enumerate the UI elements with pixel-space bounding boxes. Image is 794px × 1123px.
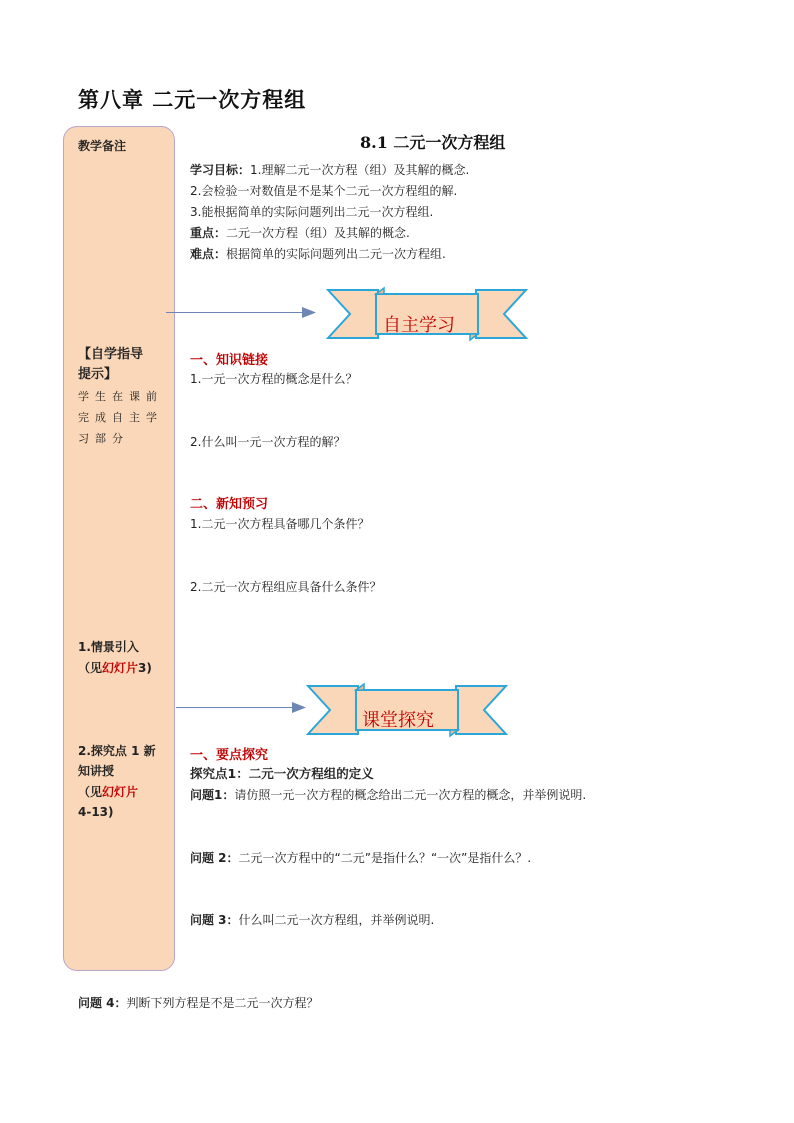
step2-line4: 4-13) <box>78 805 114 819</box>
knowledge-link-heading: 一、知识链接 <box>190 353 269 368</box>
step2-line3-prefix: （见 <box>78 785 103 799</box>
objective-line1 <box>190 160 469 180</box>
objective-3: 3.能根据简单的实际问题列出二元一次方程组. <box>190 205 434 219</box>
key-point-text: 二元一次方程（组）及其解的概念. <box>226 226 410 240</box>
step1-line1: 1.情景引入 <box>78 640 139 654</box>
question-2-text: 二元一次方程中的“二元”是指什么？“一次”是指什么？. <box>238 851 532 865</box>
inquiry-point-1-heading: 探究点1：二元一次方程组的定义 <box>190 766 374 781</box>
step2-line1: 2.探究点 1 新 <box>78 744 156 758</box>
banner-class-inquiry-text: 课堂探究 <box>362 710 434 731</box>
teaching-notes-sidebar <box>63 126 175 971</box>
difficulty-point <box>190 244 446 264</box>
question-2 <box>190 848 531 868</box>
preview-heading: 二、新知预习 <box>190 497 269 512</box>
guide-body-line3: 习部分 <box>78 432 129 445</box>
question-3-label: 问题 3： <box>190 913 239 927</box>
preview-question-1: 1.二元一次方程具备哪几个条件？ <box>190 517 370 531</box>
key-point <box>190 223 410 243</box>
difficulty-label: 难点： <box>190 247 227 261</box>
step2-line3 <box>78 782 138 802</box>
guide-body-line1: 学生在课前 <box>78 390 163 403</box>
arrow-line-1 <box>166 312 306 313</box>
step1-line2-suffix: 3) <box>138 661 152 675</box>
question-1-text: 请仿照一元一次方程的概念给出二元一次方程的概念，并举例说明. <box>234 788 587 802</box>
guide-title-line1: 【自学指导 <box>78 347 144 362</box>
objective-1: 1.理解二元一次方程（组）及其解的概念. <box>250 163 470 177</box>
chapter-title: 第八章 二元一次方程组 <box>78 87 307 112</box>
question-1 <box>190 785 586 805</box>
step2-line2: 知讲授 <box>78 764 115 778</box>
key-inquiry-heading: 一、要点探究 <box>190 748 269 763</box>
question-4-text: 判断下列方程是不是二元一次方程？ <box>126 996 319 1010</box>
question-4-label: 问题 4： <box>78 996 127 1010</box>
section-title: 8.1 二元一次方程组 <box>360 133 506 152</box>
guide-title-line2: 提示】 <box>78 367 118 382</box>
question-3 <box>190 910 434 930</box>
objectives-label: 学习目标： <box>190 163 251 177</box>
banner-self-study-text: 自主学习 <box>383 315 455 336</box>
knowledge-question-2: 2.什么叫一元一次方程的解？ <box>190 435 346 449</box>
knowledge-question-1: 1.一元一次方程的概念是什么？ <box>190 372 358 386</box>
step1-slides-text: 幻灯片 <box>102 661 139 675</box>
arrow-line-2 <box>176 707 296 708</box>
guide-body-line2: 完成自主学 <box>78 411 163 424</box>
teaching-notes-label: 教学备注 <box>78 139 127 153</box>
difficulty-text: 根据简单的实际问题列出二元一次方程组. <box>226 247 446 261</box>
arrow-head-1-icon <box>302 307 316 318</box>
step1-line2-prefix: （见 <box>78 661 103 675</box>
question-3-text: 什么叫二元一次方程组，并举例说明. <box>238 913 435 927</box>
step2-slides-text: 幻灯片 <box>102 785 139 799</box>
key-point-label: 重点： <box>190 226 227 240</box>
question-1-label: 问题1： <box>190 788 235 802</box>
question-2-label: 问题 2： <box>190 851 239 865</box>
arrow-head-2-icon <box>292 702 306 713</box>
objective-2: 2.会检验一对数值是不是某个二元一次方程组的解. <box>190 184 458 198</box>
preview-question-2: 2.二元一次方程组应具备什么条件？ <box>190 580 382 594</box>
step1-line2 <box>78 658 152 678</box>
question-4 <box>78 993 319 1013</box>
